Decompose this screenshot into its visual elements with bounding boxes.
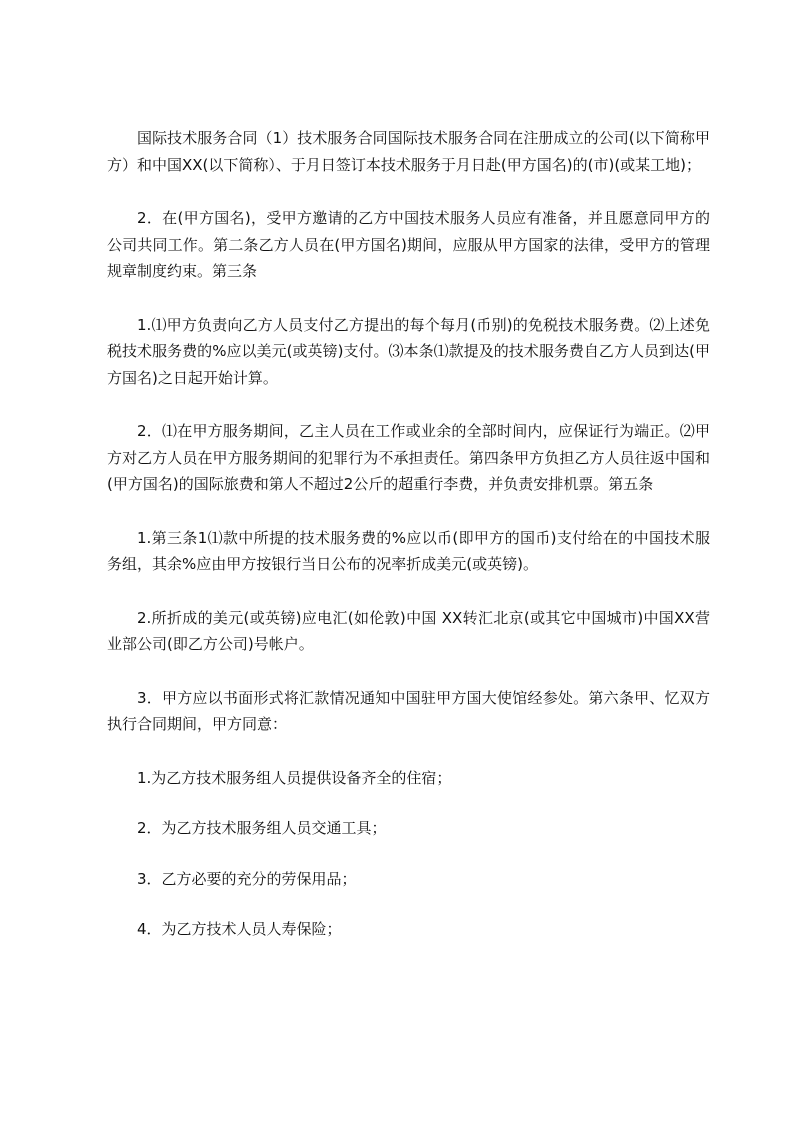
paragraph-currency: 1.第三条1⑴款中所提的技术服务费的%应以币(即甲方的国币)支付给在的中国技术服务组，其余%应由甲方按银行当日公布的况率折成美元(或英镑)。 (107, 528, 710, 573)
paragraph-clause-2: 2．在(甲方国名)，受甲方邀请的乙方中国技术服务人员应有准备，并且愿意同甲方的公司共同工作。第二条乙方人员在(甲方国名)期间，应服从甲方国家的法律，受甲方的管理规章制度约束。第三条 (107, 209, 710, 280)
list-item-insurance: 4．为乙方技术人员人寿保险； (137, 920, 342, 938)
paragraph-gap (107, 658, 710, 685)
paragraph-notice: 3．甲方应以书面形式将汇款情况通知中国驻甲方国大使馆经参处。第六条甲、忆双方执行合同期间，甲方同意： (107, 688, 710, 733)
paragraph-gap (107, 391, 710, 418)
list-item-lodging: 1.为乙方技术服务组人员提供设备齐全的住宿； (137, 768, 452, 787)
paragraph-gap (107, 578, 710, 605)
paragraph-gap (107, 842, 710, 866)
paragraph-remittance: 2.所折成的美元(或英镑)应电汇(如伦敦)中国 XX转汇北京(或其它中国城市)中国XX营业部公司(即乙方公司)号帐户。 (107, 608, 710, 653)
document-body (107, 125, 710, 943)
paragraph-gap (107, 178, 710, 205)
paragraph-gap (107, 738, 710, 765)
paragraph-conduct: 2．⑴在甲方服务期间，乙主人员在工作或业余的全部时间内，应保证行为端正。⑵甲方对乙方人员在甲方服务期间的犯罪行为不承担责任。第四条甲方负担乙方人员往返中国和(甲方国名)的国际旅费和第人不超过2公斤的超重行李费，并负责安排机票。第五条 (107, 422, 710, 493)
list-item-transport: 2．为乙方技术服务组人员交通工具； (137, 819, 387, 837)
paragraph-intro: 国际技术服务合同（1）技术服务合同国际技术服务合同在注册成立的公司(以下简称甲方）和中国XX(以下简称）、于月日签订本技术服务于月日赴(甲方国名)的(市)(或某工地)； (107, 129, 710, 174)
paragraph-gap (107, 892, 710, 916)
paragraph-gap (107, 791, 710, 815)
paragraph-gap (107, 285, 710, 312)
paragraph-fee-payment: 1.⑴甲方负责向乙方人员支付乙方提出的每个每月(币别)的免税技术服务费。⑵上述免税技术服务费的%应以美元(或英镑)支付。⑶本条⑴款提及的技术服务费自乙方人员到达(甲方国名)之日起开始计算。 (107, 315, 710, 387)
paragraph-gap (107, 498, 710, 525)
list-item-protection: 3．乙方必要的充分的劳保用品； (137, 869, 357, 888)
